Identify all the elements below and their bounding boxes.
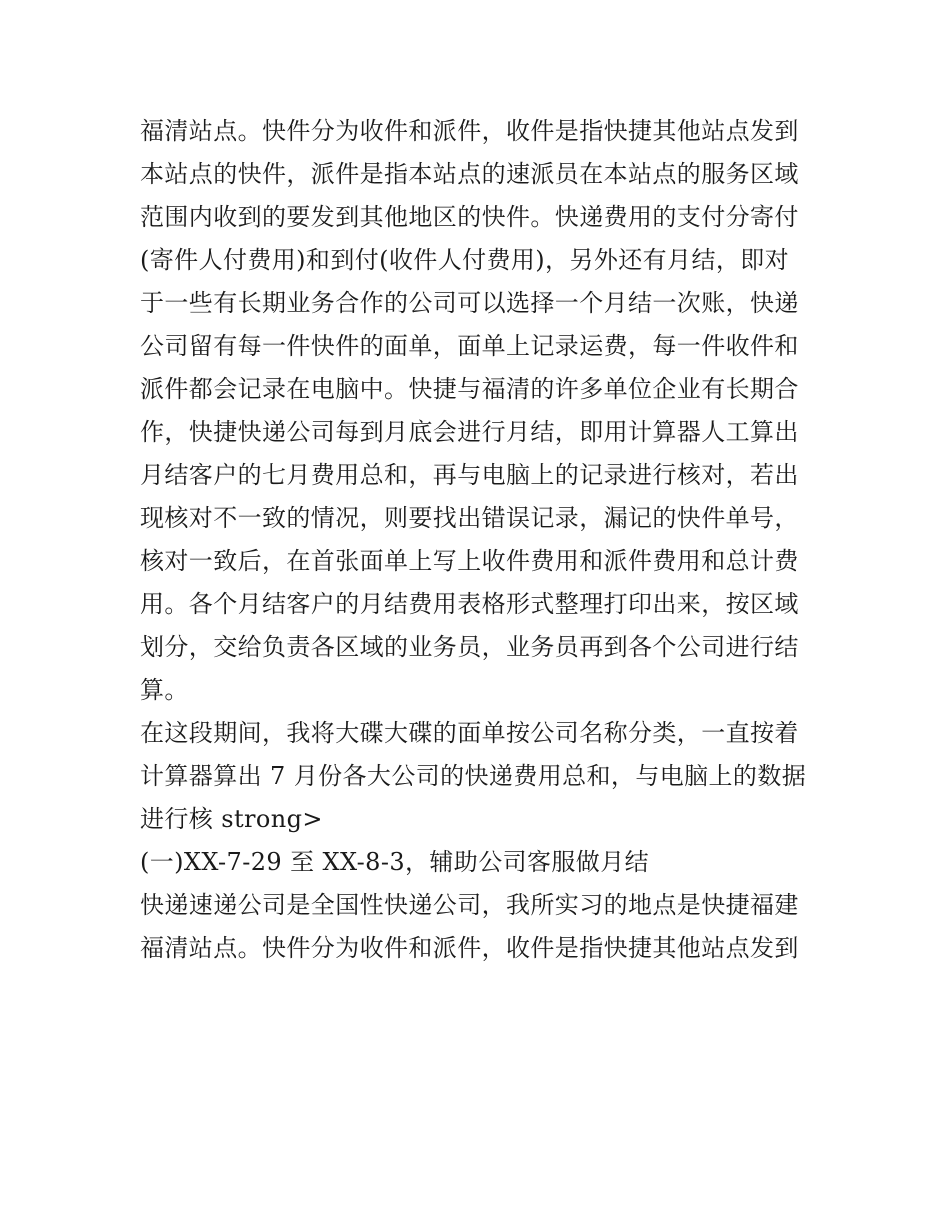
text-line: 进行核 strong> xyxy=(140,805,323,833)
text-line: 福清站点。快件分为收件和派件，收件是指快捷其他站点发到 xyxy=(140,117,799,145)
text-line: 划分，交给负责各区域的业务员，业务员再到各个公司进行结 xyxy=(140,633,799,661)
text-line: 福清站点。快件分为收件和派件，收件是指快捷其他站点发到 xyxy=(140,934,799,962)
text-line: 用。各个月结客户的月结费用表格形式整理打印出来，按区域 xyxy=(140,590,799,618)
text-line: 算。 xyxy=(140,676,189,704)
text-line: 现核对不一致的情况，则要找出错误记录，漏记的快件单号， xyxy=(140,504,799,532)
text-line: 本站点的快件，派件是指本站点的速派员在本站点的服务区域 xyxy=(140,160,799,188)
text-line: 计算器算出 7 月份各大公司的快递费用总和，与电脑上的数据 xyxy=(140,762,807,790)
text-line: 核对一致后，在首张面单上写上收件费用和派件费用和总计费 xyxy=(140,547,799,575)
text-line: 范围内收到的要发到其他地区的快件。快递费用的支付分寄付 xyxy=(140,203,799,231)
text-line: 作，快捷快递公司每到月底会进行月结，即用计算器人工算出 xyxy=(140,418,799,446)
text-line: 公司留有每一件快件的面单，面单上记录运费，每一件收件和 xyxy=(140,332,799,360)
section-heading: (一)XX-7-29 至 XX-8-3，辅助公司客服做月结 xyxy=(140,848,650,876)
text-line: (寄件人付费用)和到付(收件人付费用)，另外还有月结，即对 xyxy=(140,246,790,274)
text-line: 快递速递公司是全国性快递公司，我所实习的地点是快捷福建 xyxy=(140,891,799,919)
text-line: 月结客户的七月费用总和，再与电脑上的记录进行核对，若出 xyxy=(140,461,799,489)
text-line: 在这段期间，我将大碟大碟的面单按公司名称分类，一直按着 xyxy=(140,719,799,747)
text-line: 派件都会记录在电脑中。快捷与福清的许多单位企业有长期合 xyxy=(140,375,799,403)
document-body xyxy=(140,110,812,970)
text-line: 于一些有长期业务合作的公司可以选择一个月结一次账，快递 xyxy=(140,289,799,317)
